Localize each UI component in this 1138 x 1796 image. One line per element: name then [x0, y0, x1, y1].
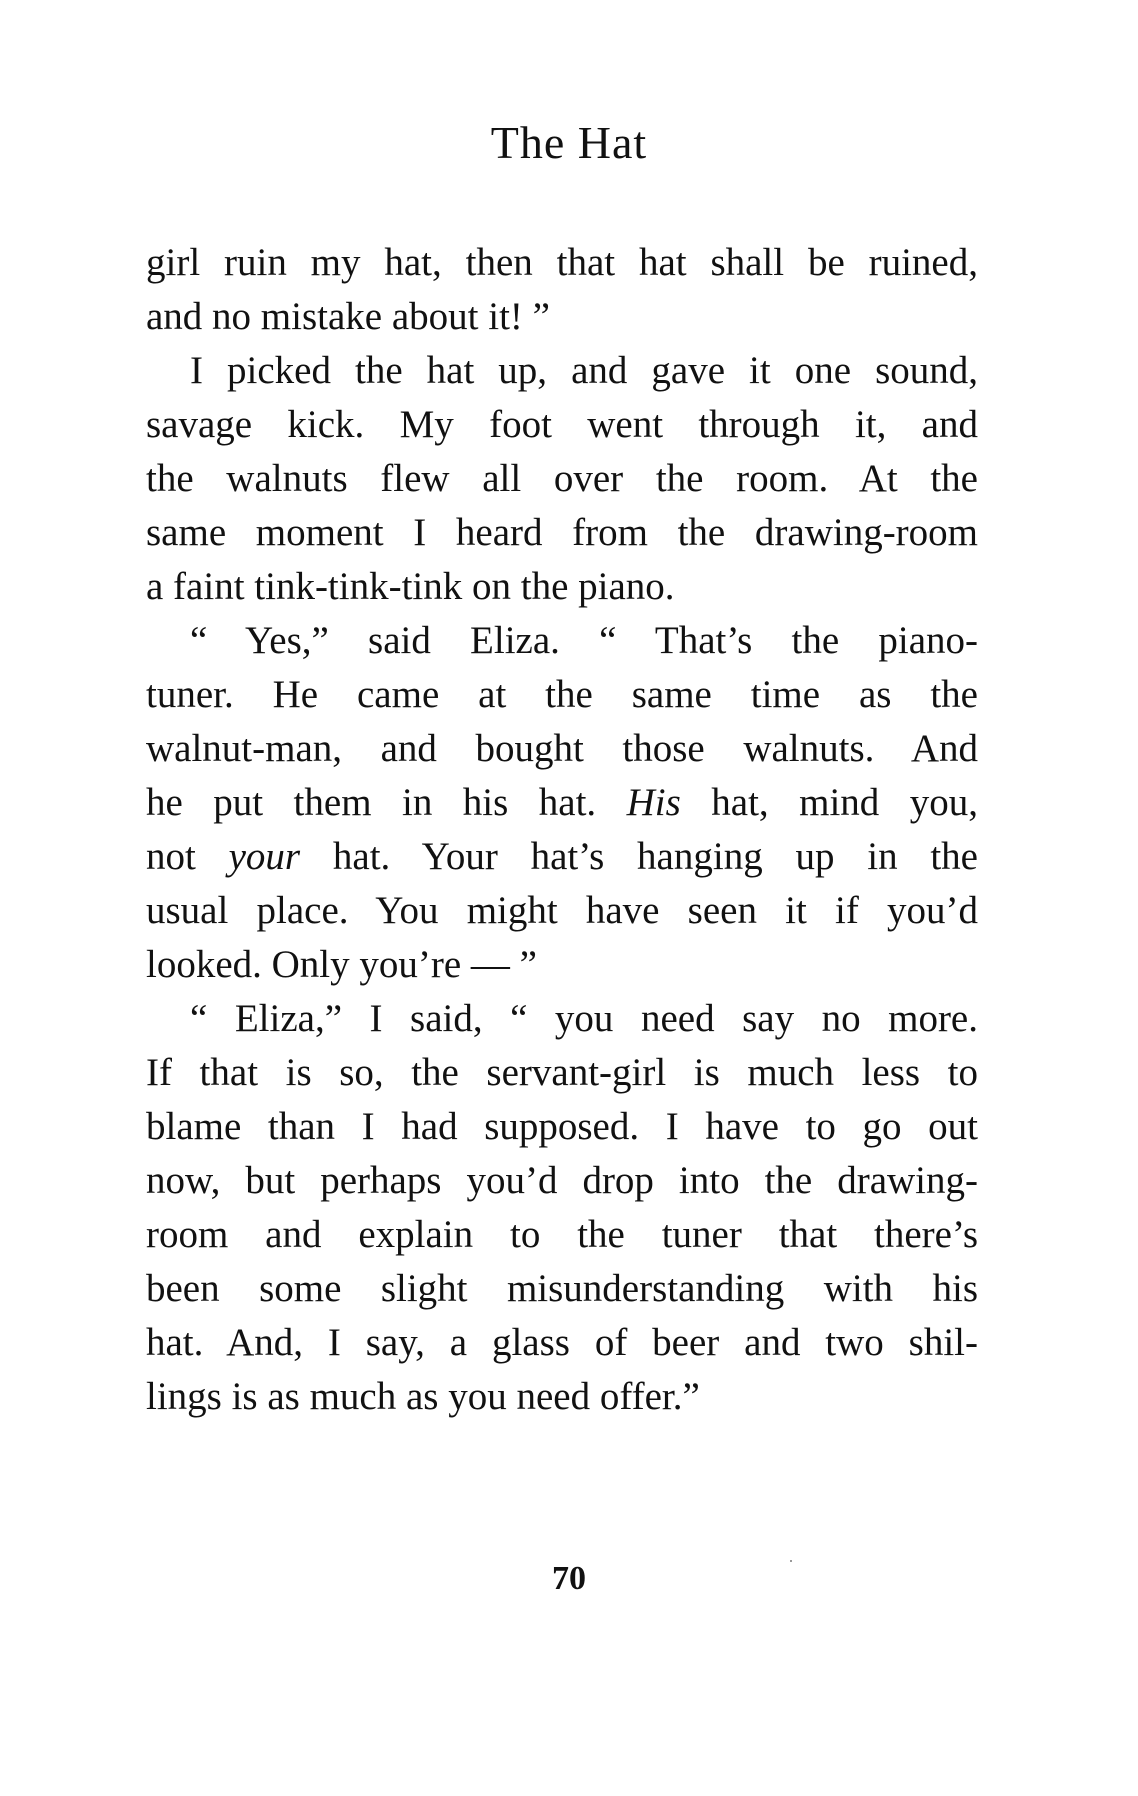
text-line: savage kick. My foot went through it, and [146, 403, 978, 446]
text-line: “ Yes,” said Eliza. “ That’s the piano- [190, 619, 978, 662]
text-line: a faint tink-tink-tink on the piano. [146, 565, 675, 608]
body-text [146, 236, 978, 1424]
text-line: I picked the hat up, and gave it one sound, [190, 349, 978, 392]
text-line: been some slight misunderstanding with his [146, 1267, 978, 1310]
text-line: looked. Only you’re — ” [146, 943, 537, 986]
page-number: 70 [552, 1560, 586, 1597]
text-line: girl ruin my hat, then that hat shall be ruined, [146, 241, 978, 284]
text-line: walnut-man, and bought those walnuts. And [146, 727, 978, 770]
running-head: The Hat [490, 117, 648, 168]
text-line: tuner. He came at the same time as the [146, 673, 978, 716]
text-line: not your hat. Your hat’s hanging up in the [146, 835, 978, 878]
text-line: If that is so, the servant-girl is much less to [146, 1051, 978, 1094]
text-line: usual place. You might have seen it if you’d [146, 889, 978, 932]
text-line: now, but perhaps you’d drop into the drawing- [146, 1159, 978, 1202]
text-line: lings is as much as you need offer.” [146, 1375, 700, 1418]
print-speck [790, 1560, 792, 1562]
text-line: hat. And, I say, a glass of beer and two shil- [146, 1321, 978, 1364]
text-line: room and explain to the tuner that there’s [146, 1213, 978, 1256]
text-line: same moment I heard from the drawing-room [146, 511, 978, 554]
text-line: he put them in his hat. His hat, mind you, [146, 781, 978, 824]
text-line: blame than I had supposed. I have to go out [146, 1105, 978, 1148]
text-line: the walnuts flew all over the room. At the [146, 457, 978, 500]
text-line: and no mistake about it! ” [146, 295, 550, 338]
text-line: “ Eliza,” I said, “ you need say no more. [190, 997, 978, 1040]
